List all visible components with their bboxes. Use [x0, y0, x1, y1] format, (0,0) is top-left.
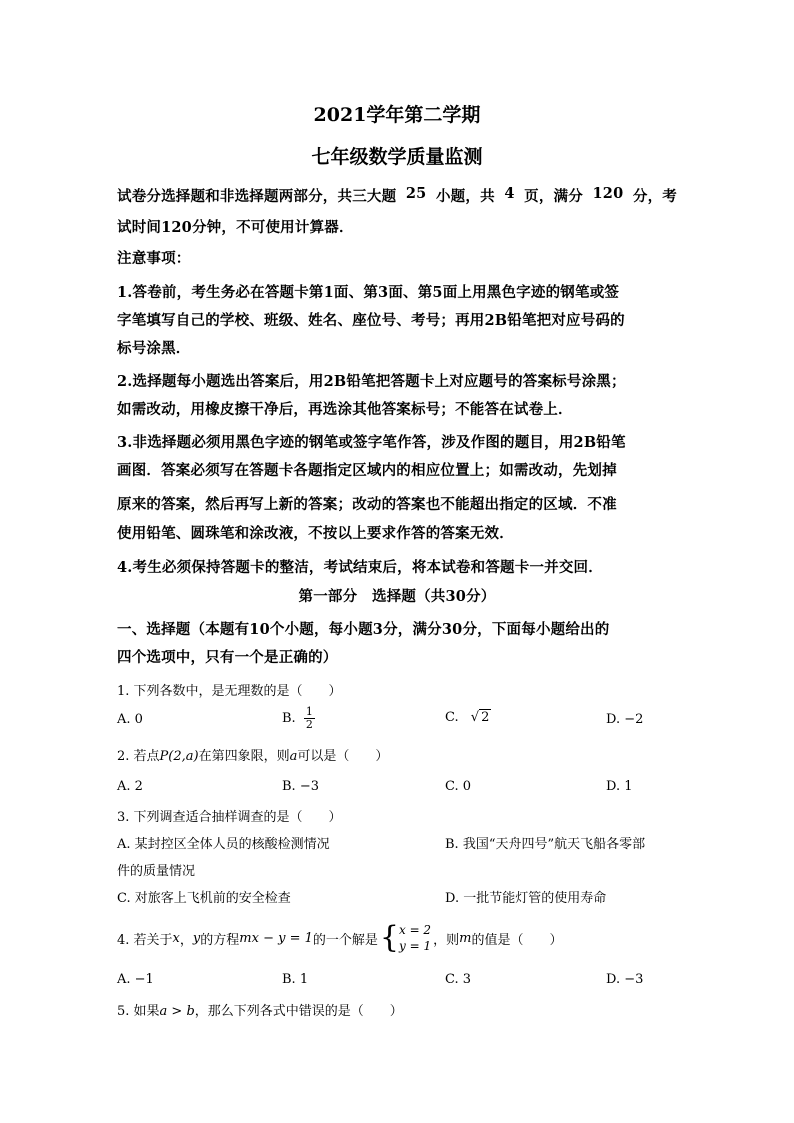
note-1-line-3: 标号涂黑．	[117, 340, 191, 357]
note-3-line-1: 3.非选择题必须用黑色字迹的钢笔或签字笔作答，涉及作图的题目，用2B铅笔	[117, 434, 626, 451]
question-2-stem: 2. 若点P(2,a)在第四象限，则a可以是（ ）	[117, 749, 389, 764]
question-4-stem: 4. 若关于 x ， y 的方程 mx − y = 1 的一个解是 { x = 2 y = 1 ，则 m 的值是（ ）	[117, 920, 563, 955]
q2-option-b: B. −3	[282, 779, 319, 794]
intro-line-1: 试卷分选择题和非选择题两部分，共三大题 25 小题，共 4 页，满分 120 分，考	[117, 185, 677, 205]
q3-option-d: D. 一批节能灯管的使用寿命	[445, 891, 607, 906]
equation-system: { x = 2 y = 1	[379, 920, 432, 955]
q2-option-d: D. 1	[606, 779, 633, 794]
note-1-line-1: 1.答卷前，考生务必在答题卡第1面、第3面、第5面上用黑色字迹的钢笔或签	[117, 284, 620, 301]
q1-option-d: D. −2	[606, 712, 644, 727]
question-5-stem: 5. 如果a > b，那么下列各式中错误的是（ ）	[117, 1004, 403, 1019]
note-2-line-1: 2.选择题每小题选出答案后，用2B铅笔把答题卡上对应题号的答案标号涂黑；	[117, 373, 626, 390]
note-4-line-1: 4.考生必须保持答题卡的整洁，考试结束后，将本试卷和答题卡一并交回．	[117, 559, 603, 576]
q3-option-c: C. 对旅客上飞机前的安全检查	[117, 891, 291, 906]
note-3-line-2: 画图．答案必须写在答题卡各题指定区域内的相应位置上；如需改动，先划掉	[117, 462, 617, 479]
q4-option-c: C. 3	[445, 972, 472, 987]
note-3-line-3: 原来的答案，然后再写上新的答案；改动的答案也不能超出指定的区域．不准	[117, 496, 617, 513]
q4-option-d: D. −3	[606, 972, 644, 987]
q3-option-a: A. 某封控区全体人员的核酸检测情况	[117, 837, 330, 852]
question-1-stem: 1. 下列各数中，是无理数的是（ ）	[117, 684, 342, 699]
brace-icon: {	[379, 920, 399, 955]
note-3-line-4: 使用铅笔、圆珠笔和涂改液，不按以上要求作答的答案无效．	[117, 525, 514, 542]
square-root: √ 2	[470, 710, 490, 725]
section-heading-line-2: 四个选项中，只有一个是正确的）	[117, 649, 338, 666]
notice-title: 注意事项：	[117, 250, 191, 267]
section-heading-line-1: 一、选择题（本题有10个小题，每小题3分，满分30分，下面每小题给出的	[117, 621, 610, 638]
q1-option-c: C. √ 2	[445, 710, 490, 725]
part-heading: 第一部分 选择题（共30分）	[298, 588, 496, 605]
fraction: $\frac{1}{2}$	[305, 705, 313, 731]
exam-subtitle: 七年级数学质量监测	[311, 146, 483, 168]
question-3-stem: 3. 下列调查适合抽样调查的是（ ）	[117, 810, 342, 825]
note-2-line-2: 如需改动，用橡皮擦干净后，再选涂其他答案标号；不能答在试卷上．	[117, 401, 573, 418]
q1-option-a: A. 0	[117, 712, 143, 727]
q2-option-a: A. 2	[117, 779, 143, 794]
exam-title: 2021学年第二学期	[313, 104, 481, 126]
intro-line-2: 试时间120分钟，不可使用计算器．	[117, 219, 354, 236]
q2-option-c: C. 0	[445, 779, 472, 794]
q4-option-b: B. 1	[282, 972, 309, 987]
note-1-line-2: 字笔填写自己的学校、班级、姓名、座位号、考号；再用2B铅笔把对应号码的	[117, 312, 625, 329]
q3-option-b-line-1: B. 我国“天舟四号”航天飞船各零部	[445, 837, 646, 852]
q3-option-b-line-2: 件的质量情况	[117, 864, 196, 879]
q4-option-a: A. −1	[117, 972, 154, 987]
q1-option-b: B. $\frac{1}{2}$	[282, 705, 313, 731]
